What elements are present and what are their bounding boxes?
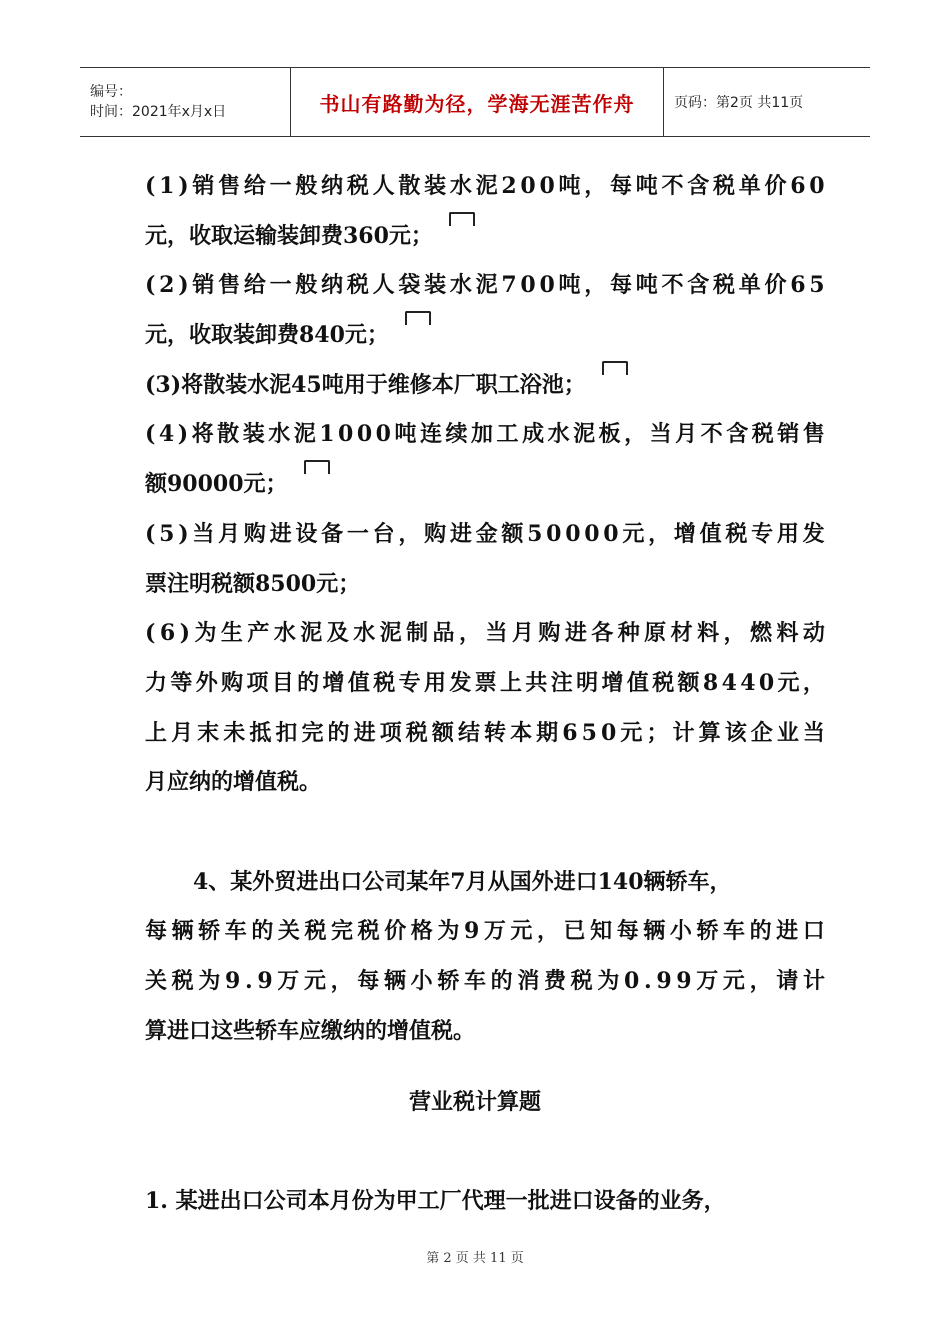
- edit-mark-icon: [449, 212, 475, 226]
- text-line: 关 税 为 9 . 9 万 元 ， 每 辆 小 轿 车 的 消 费 税 为 0 . 9 9 万 元 ， 请 计: [145, 968, 825, 994]
- page-header: [80, 67, 870, 137]
- question-1-text: 1. 某进出口公司本月份为甲工厂代理一批进口设备的业务，: [145, 1188, 726, 1214]
- text-line: 算进口这些轿车应缴纳的增值税。: [145, 1017, 476, 1044]
- text-line: 元，收取装卸费840元；: [145, 311, 825, 361]
- page-label: 页码：第2页 共11页: [674, 95, 804, 111]
- section-title: 营业税计算题: [408, 1089, 541, 1115]
- text-line: (3)将散装水泥45吨用于维修本厂职工浴池；: [145, 361, 825, 411]
- header-left-cell: [80, 68, 290, 136]
- text-line: 票注明税额8500元；: [145, 570, 361, 597]
- motto-text: 书山有路勤为径，学海无涯苦作舟: [319, 91, 635, 116]
- text-line: ( 2 ) 销 售 给 一 般 纳 税 人 袋 装 水 泥 7 0 0 吨 ， 每 吨 不 含 税 单 价 6 5: [145, 272, 825, 299]
- text-line: ( 1 ) 销 售 给 一 般 纳 税 人 散 装 水 泥 2 0 0 吨 ， 每 吨 不 含 税 单 价 6 0: [145, 173, 825, 199]
- edit-mark-icon: [405, 311, 431, 325]
- number-label: 编号：: [90, 84, 132, 100]
- text-line: 每 辆 轿 车 的 关 税 完 税 价 格 为 9 万 元 ， 已 知 每 辆 小 轿 车 的 进 口: [145, 918, 825, 945]
- edit-mark-icon: [602, 361, 628, 375]
- text-line: ( 4 ) 将 散 装 水 泥 1 0 0 0 吨 连 续 加 工 成 水 泥 板 ， 当 月 不 含 税 销 售: [145, 421, 825, 448]
- text-line: 额90000元；: [145, 460, 825, 510]
- text-line: ( 6 ) 为 生 产 水 泥 及 水 泥 制 品 ， 当 月 购 进 各 种 原 材 料 ， 燃 料 动: [145, 620, 825, 647]
- text-line: ( 5 ) 当 月 购 进 设 备 一 台 ， 购 进 金 额 5 0 0 0 0 元 ， 增 值 税 专 用 发: [145, 520, 825, 547]
- header-motto-cell: [290, 68, 664, 136]
- text-line: 上 月 末 未 抵 扣 完 的 进 项 税 额 结 转 本 期 6 5 0 元 ； 计 算 该 企 业 当: [145, 719, 825, 746]
- text-line: 元，收取运输装卸费360元；: [145, 212, 825, 262]
- date-label: 时间：2021年x月x日: [90, 104, 227, 120]
- text-line: 4、某外贸进出口公司某年7月从国外进口140辆轿车，: [193, 868, 732, 895]
- text-line: 月应纳的增值税。: [145, 769, 322, 796]
- text-line: 力 等 外 购 项 目 的 增 值 税 专 用 发 票 上 共 注 明 增 值 税 额 8 4 4 0 元 ，: [145, 669, 825, 696]
- page-footer: 第 2 页 共 11 页: [426, 1251, 524, 1266]
- edit-mark-icon: [304, 460, 330, 474]
- document-body: [145, 162, 825, 1056]
- header-page-cell: [664, 68, 870, 136]
